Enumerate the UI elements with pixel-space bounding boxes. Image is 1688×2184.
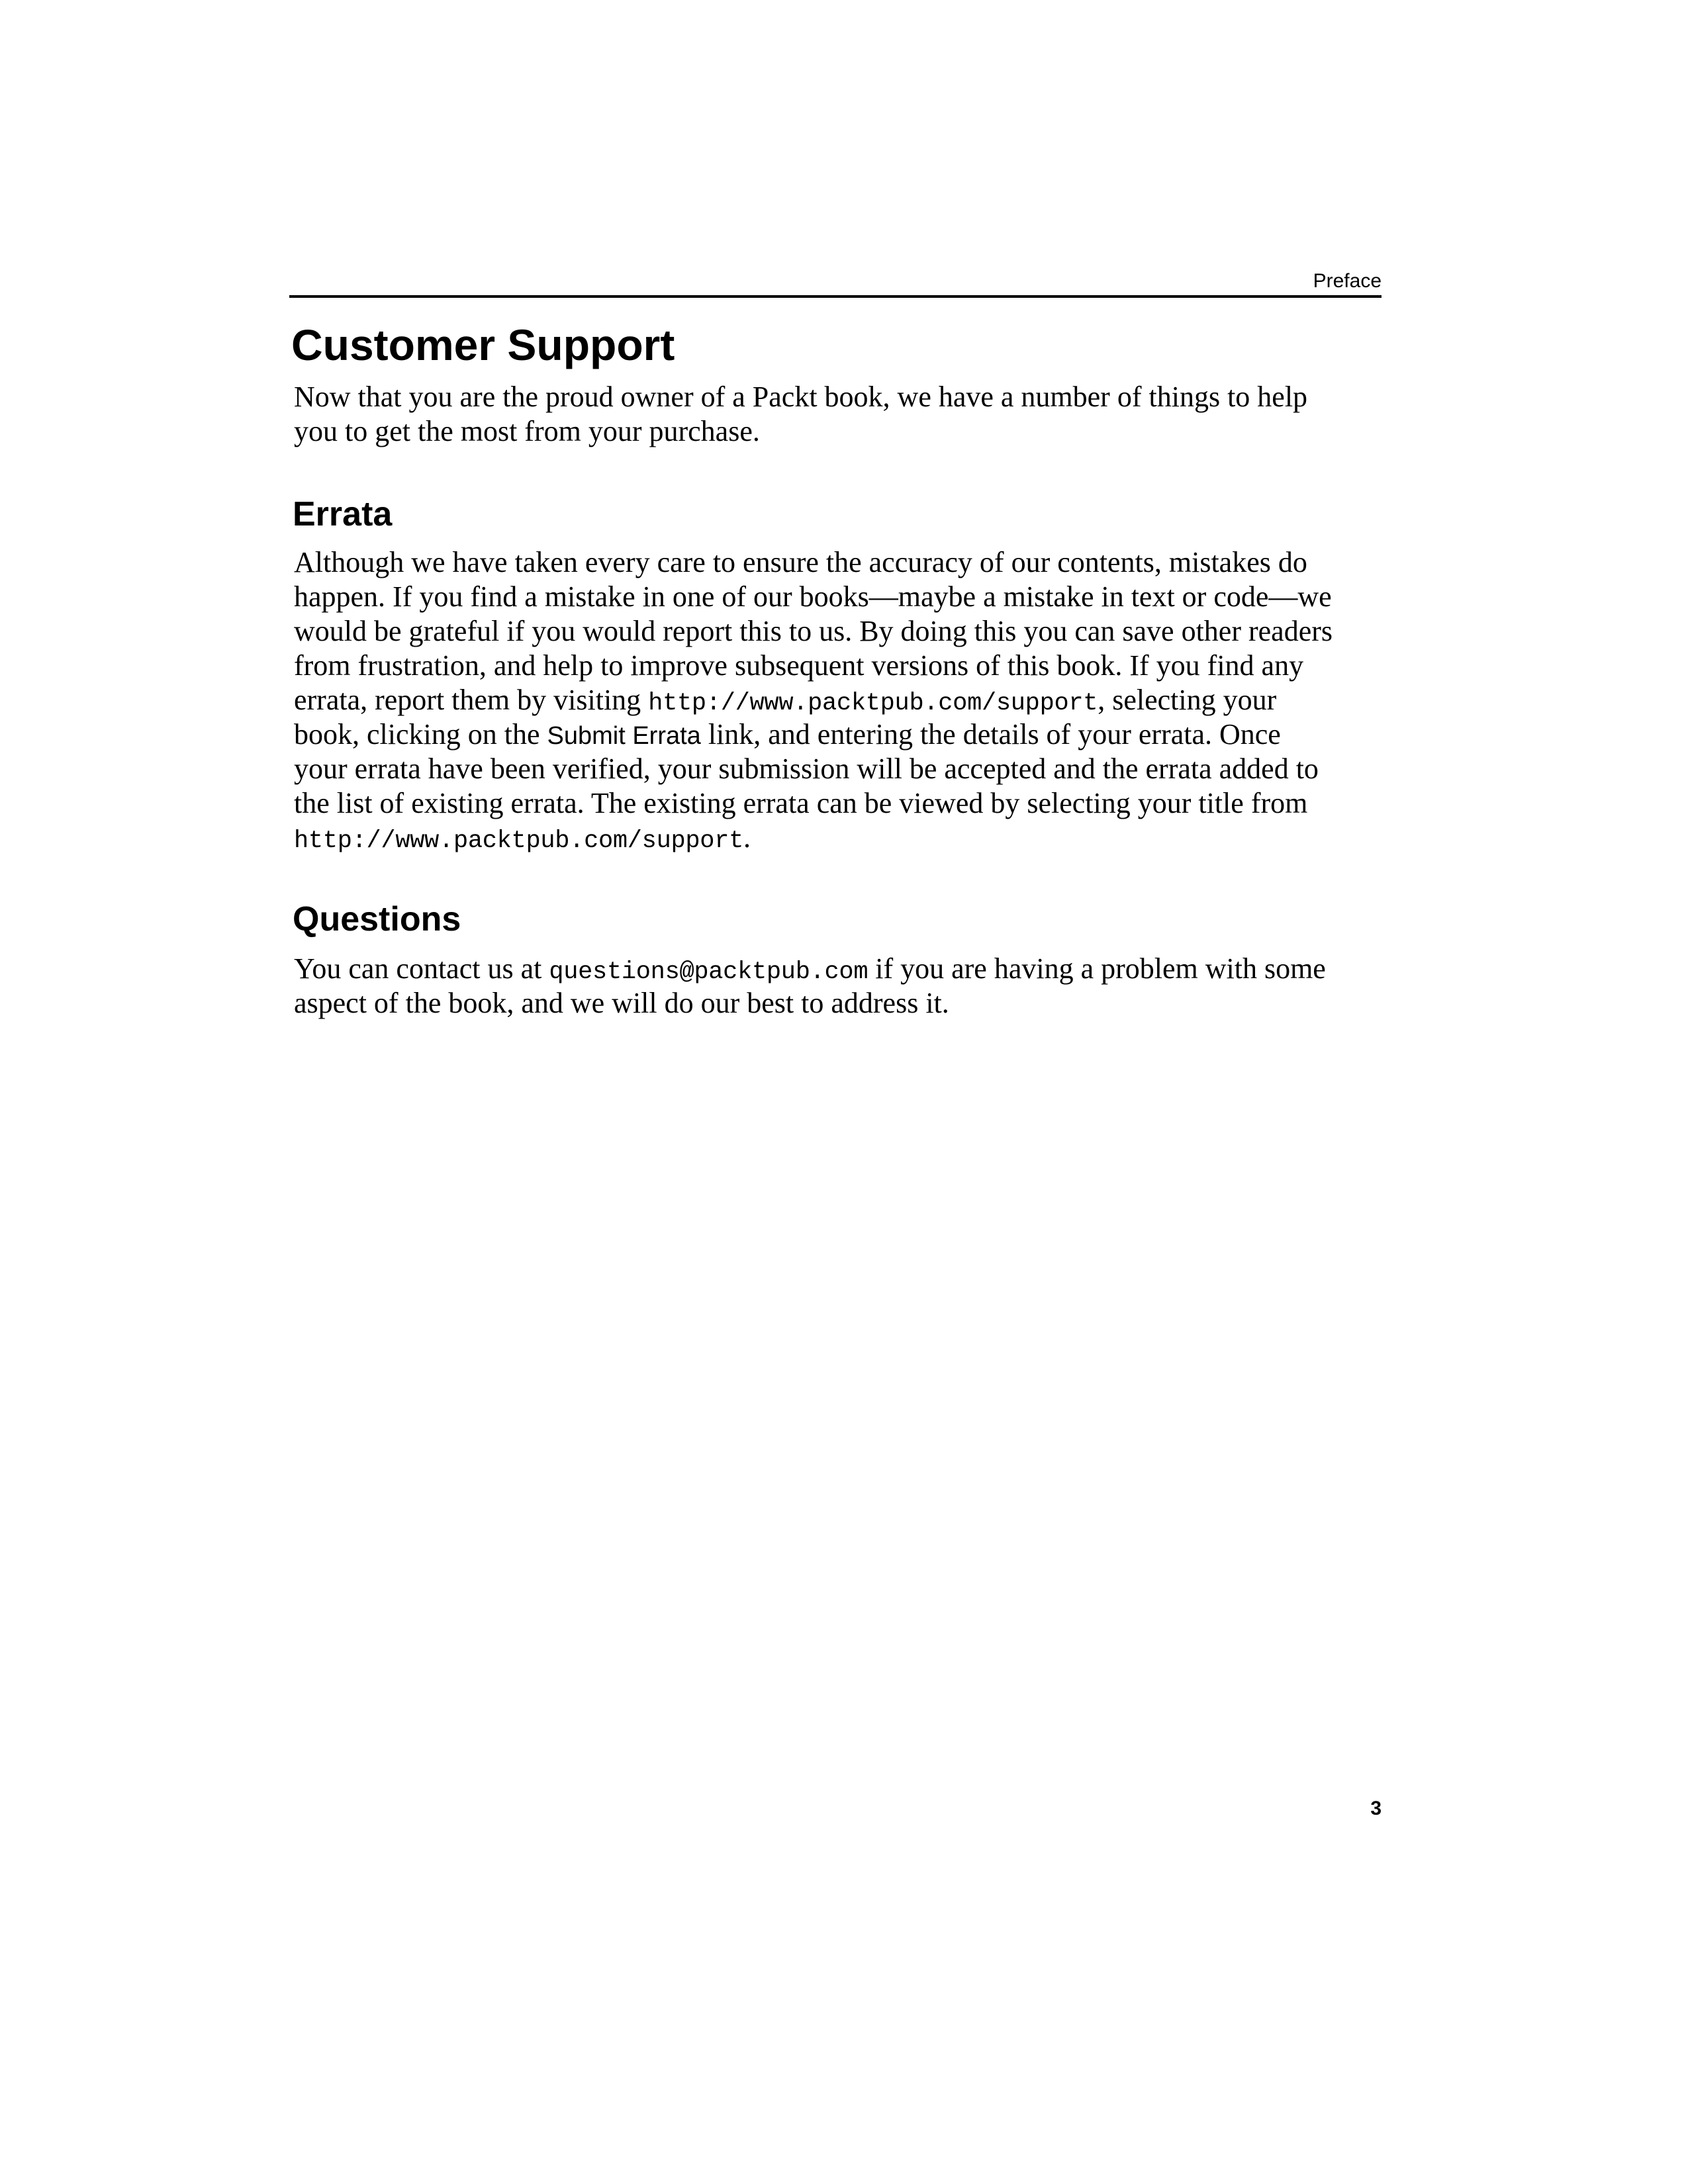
errata-heading: Errata	[293, 495, 393, 533]
text-line	[294, 821, 1333, 855]
questions-heading: Questions	[293, 900, 461, 938]
errata-paragraph	[294, 545, 1333, 855]
intro-paragraph	[294, 380, 1307, 449]
text-segment: would be grateful if you would report this to us. By doing this you can save other readers	[294, 615, 1333, 647]
text-segment: aspect of the book, and we will do our best to address it.	[294, 987, 949, 1019]
header-rule	[289, 295, 1382, 298]
inline-link[interactable]: http://www.packtpub.com/support	[648, 690, 1098, 717]
inline-link[interactable]: http://www.packtpub.com/support	[294, 827, 744, 855]
text-line	[294, 649, 1333, 683]
ui-label-text: Submit Errata	[547, 722, 701, 750]
text-segment: .	[743, 821, 751, 854]
text-line	[294, 380, 1307, 414]
text-line	[294, 580, 1333, 614]
text-line	[294, 952, 1326, 986]
text-segment: link, and entering the details of your errata. Once	[700, 718, 1281, 751]
text-segment: errata, report them by visiting	[294, 684, 649, 716]
page-title: Customer Support	[291, 320, 675, 369]
text-line	[294, 752, 1333, 786]
text-segment: You can contact us at	[294, 952, 549, 985]
text-segment: Now that you are the proud owner of a Packt book, we have a number of things to help	[294, 381, 1308, 413]
running-head: Preface	[1313, 270, 1382, 292]
text-line	[294, 545, 1333, 580]
text-segment: book, clicking on the	[294, 718, 547, 751]
text-segment: you to get the most from your purchase.	[294, 415, 760, 447]
questions-paragraph	[294, 952, 1326, 1021]
text-segment: your errata have been verified, your submission will be accepted and the errata added to	[294, 752, 1319, 785]
page-number: 3	[1370, 1797, 1382, 1819]
text-line	[294, 414, 1307, 449]
text-segment: Although we have taken every care to ensure the accuracy of our contents, mistakes do	[294, 546, 1307, 578]
text-segment: if you are having a problem with some	[868, 952, 1326, 985]
text-line	[294, 683, 1333, 717]
text-line	[294, 786, 1333, 821]
text-line	[294, 986, 1326, 1021]
text-segment: the list of existing errata. The existing errata can be viewed by selecting your title from	[294, 787, 1308, 819]
text-segment: happen. If you find a mistake in one of our books—maybe a mistake in text or code—we	[294, 580, 1332, 613]
text-line	[294, 717, 1333, 752]
text-segment: , selecting your	[1098, 684, 1277, 716]
text-line	[294, 614, 1333, 649]
inline-link[interactable]: questions@packtpub.com	[549, 958, 868, 986]
text-segment: from frustration, and help to improve subsequent versions of this book. If you find any	[294, 649, 1304, 682]
